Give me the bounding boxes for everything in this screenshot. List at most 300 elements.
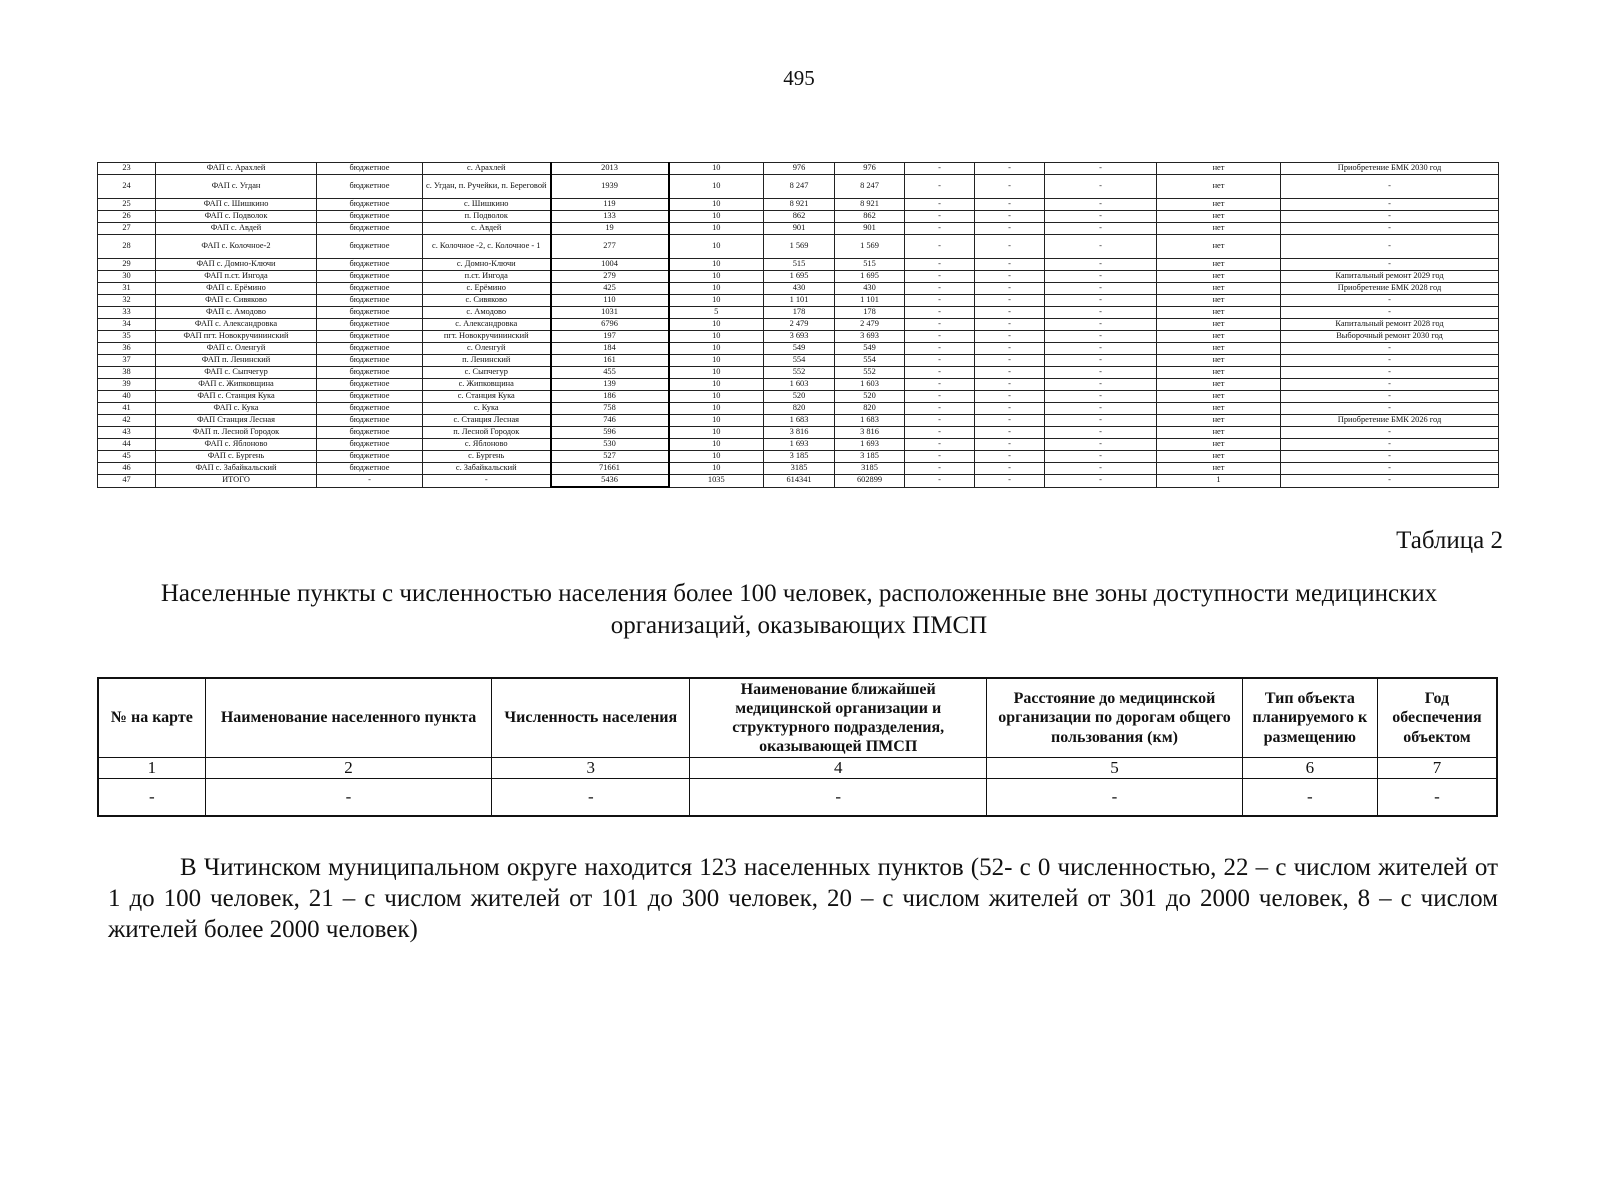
table-cell: - [1045,223,1157,235]
table-cell: - [1045,391,1157,403]
table-cell: бюджетное [317,235,423,259]
table-cell: 10 [669,235,764,259]
table-cell: - [905,427,975,439]
table-cell: бюджетное [317,283,423,295]
settlements-table [97,677,1498,817]
table-cell: с. Оленгуй [423,343,551,355]
table-cell: ФАП с. Забайкальский [156,463,317,475]
table-cell: - [975,415,1045,427]
table-cell: бюджетное [317,403,423,415]
table-cell: 527 [551,451,669,463]
table-cell: - [1281,379,1499,391]
table-label: Таблица 2 [1396,527,1503,554]
table-cell: - [905,355,975,367]
table-cell: - [1045,295,1157,307]
table-cell: пгт. Новокручининский [423,331,551,343]
table-cell: 3 693 [764,331,835,343]
table-cell: - [492,779,690,817]
table-cell: бюджетное [317,199,423,211]
table-cell: ФАП п. Ленинский [156,355,317,367]
table-cell: 71661 [551,463,669,475]
table-cell: - [975,343,1045,355]
table-cell: п. Лесной Городок [423,427,551,439]
table-cell: 45 [98,451,156,463]
table-cell: 8 921 [764,199,835,211]
table-cell: - [975,295,1045,307]
table-cell: 10 [669,271,764,283]
table-cell: бюджетное [317,343,423,355]
table-cell: 3185 [764,463,835,475]
header-settlement-name: Наименование населенного пункта [205,678,492,758]
table-cell: 515 [835,259,905,271]
table-row [98,211,1499,223]
table-cell: - [1281,235,1499,259]
table-cell: Капитальный ремонт 2029 год [1281,271,1499,283]
table-cell: Приобретение БМК 2026 год [1281,415,1499,427]
table-cell: - [905,451,975,463]
table-row [98,355,1499,367]
table-cell: 32 [98,295,156,307]
table-cell: 8 247 [764,175,835,199]
table-cell: - [905,379,975,391]
table-cell: бюджетное [317,379,423,391]
table-cell: - [905,283,975,295]
table-cell: - [905,331,975,343]
table-cell: Капитальный ремонт 2028 год [1281,319,1499,331]
table-cell: 901 [835,223,905,235]
table-cell: 10 [669,355,764,367]
table-cell: с. Бургень [423,451,551,463]
table-cell: нет [1157,295,1281,307]
table-row [98,307,1499,319]
table-cell: 515 [764,259,835,271]
column-number: 1 [98,758,205,779]
table-cell: - [975,427,1045,439]
table-cell: - [1281,199,1499,211]
table-cell: 119 [551,199,669,211]
table-row [98,223,1499,235]
table-cell: 31 [98,283,156,295]
table-cell: бюджетное [317,163,423,175]
table-cell: - [905,175,975,199]
table-title: Населенные пункты с численностью населения более 100 человек, расположенные вне зоны доступности медицинских организаций, оказывающих ПМСП [160,580,1438,639]
table-cell: 1 695 [835,271,905,283]
header-year: Год обеспечения объектом [1377,678,1497,758]
header-nearest-organization: Наименование ближайшей медицинской организации и структурного подразделения, оказывающей ПМСП [690,678,987,758]
header-population: Численность населения [492,678,690,758]
table-cell: 554 [764,355,835,367]
table-cell: - [1045,175,1157,199]
table-cell: 37 [98,355,156,367]
table-cell: 602899 [835,475,905,488]
table-cell: 29 [98,259,156,271]
table-cell: - [1045,199,1157,211]
table-cell: - [205,779,492,817]
table-cell: с. Кука [423,403,551,415]
table-cell: 279 [551,271,669,283]
table-cell: - [905,163,975,175]
table-cell: бюджетное [317,415,423,427]
table-cell: нет [1157,451,1281,463]
table-row [98,379,1499,391]
table-cell: 430 [835,283,905,295]
table-cell: 41 [98,403,156,415]
table-cell: 10 [669,379,764,391]
table-cell: Приобретение БМК 2028 год [1281,283,1499,295]
table-cell: 44 [98,439,156,451]
table-cell: 161 [551,355,669,367]
table-cell: 758 [551,403,669,415]
header-distance: Расстояние до медицинской организации по дорогам общего пользования (км) [987,678,1243,758]
table-cell: 1031 [551,307,669,319]
table-cell: 43 [98,427,156,439]
table-cell: - [975,271,1045,283]
table-row [98,271,1499,283]
table-cell: 23 [98,163,156,175]
table-cell: - [975,283,1045,295]
table-cell: нет [1157,259,1281,271]
table-row [98,451,1499,463]
column-number: 7 [1377,758,1497,779]
table-row [98,319,1499,331]
table-cell: - [1045,211,1157,223]
table-cell: 26 [98,211,156,223]
column-number-row [98,758,1497,779]
table-cell: ФАП с. Сыпчегур [156,367,317,379]
table-cell: - [975,223,1045,235]
table-cell: 10 [669,439,764,451]
table-cell: 455 [551,367,669,379]
table-row [98,475,1499,488]
table-cell: бюджетное [317,211,423,223]
table-cell: 3 816 [835,427,905,439]
table-cell: с. Сивяково [423,295,551,307]
table-cell: - [975,403,1045,415]
table-cell: 1 603 [764,379,835,391]
table-cell: ФАП с. Арахлей [156,163,317,175]
table-cell: бюджетное [317,175,423,199]
table-cell: ФАП Станция Лесная [156,415,317,427]
table-cell: - [1045,271,1157,283]
table-cell: - [1045,403,1157,415]
table-cell: п.ст. Ингода [423,271,551,283]
table-cell: 10 [669,175,764,199]
table-cell: - [1281,259,1499,271]
table-cell: - [905,307,975,319]
table-cell: 197 [551,331,669,343]
table-cell: ФАП с. Жипковщина [156,379,317,391]
table-cell: - [1281,403,1499,415]
table-cell: 820 [835,403,905,415]
table-cell: нет [1157,319,1281,331]
table-cell: - [905,271,975,283]
table-cell: нет [1157,223,1281,235]
table-cell: - [975,451,1045,463]
table-cell: - [1281,475,1499,488]
table-cell: 2 479 [764,319,835,331]
table-cell: - [905,343,975,355]
table-cell: - [975,211,1045,223]
table-cell: 10 [669,259,764,271]
table-cell: 976 [764,163,835,175]
table-cell: - [1045,355,1157,367]
table-cell: бюджетное [317,439,423,451]
table-cell: 184 [551,343,669,355]
table-cell: ФАП с. Яблоново [156,439,317,451]
table-cell: 39 [98,379,156,391]
table-cell: 10 [669,427,764,439]
table-cell: 1 569 [835,235,905,259]
table-cell: 46 [98,463,156,475]
table-cell: - [1045,307,1157,319]
table-cell: 430 [764,283,835,295]
table-cell: - [905,403,975,415]
table-cell: - [690,779,987,817]
table-cell: ФАП с. Угдан [156,175,317,199]
table-cell: - [905,211,975,223]
table-cell: с. Сыпчегур [423,367,551,379]
table-cell: - [905,367,975,379]
table-cell: - [975,319,1045,331]
table-row [98,403,1499,415]
table-cell: нет [1157,439,1281,451]
table-cell: ФАП пгт. Новокручининский [156,331,317,343]
table-cell: 34 [98,319,156,331]
table-cell: с. Арахлей [423,163,551,175]
table-cell: 6796 [551,319,669,331]
table-cell: нет [1157,283,1281,295]
table-cell: с. Станция Лесная [423,415,551,427]
table-cell: с. Забайкальский [423,463,551,475]
table-cell: 901 [764,223,835,235]
table-cell: - [905,295,975,307]
table-cell: 1 695 [764,271,835,283]
table-cell: ФАП с. Александровка [156,319,317,331]
table-cell: Выборочный ремонт 2030 год [1281,331,1499,343]
table-cell: бюджетное [317,295,423,307]
table-cell: ФАП с. Шишкино [156,199,317,211]
table-cell: 40 [98,391,156,403]
table-cell: - [1045,235,1157,259]
facilities-table [97,162,1499,488]
table-cell: 10 [669,451,764,463]
table-cell: нет [1157,175,1281,199]
table-cell: ФАП с. Колочное-2 [156,235,317,259]
table-cell: - [905,475,975,488]
table-cell: ФАП с. Бургень [156,451,317,463]
table-cell: 25 [98,199,156,211]
table-cell: 42 [98,415,156,427]
table-cell: ФАП с. Авдей [156,223,317,235]
table-cell: - [98,779,205,817]
table-cell: 1 101 [835,295,905,307]
table-cell: 178 [764,307,835,319]
table-cell: 976 [835,163,905,175]
table-cell: - [905,223,975,235]
table-cell: - [1045,331,1157,343]
table-cell: ФАП п.ст. Ингода [156,271,317,283]
table-cell: 10 [669,403,764,415]
table-cell: 24 [98,175,156,199]
table-cell: - [1045,379,1157,391]
table-cell: 33 [98,307,156,319]
table-row [98,283,1499,295]
table-cell: - [1281,211,1499,223]
table-cell: - [975,235,1045,259]
table-cell: 1035 [669,475,764,488]
table-cell: 1 693 [764,439,835,451]
table-row [98,175,1499,199]
table-cell: 10 [669,283,764,295]
table-cell: с. Колочное -2, с. Колочное - 1 [423,235,551,259]
table-cell: 10 [669,319,764,331]
table-cell: бюджетное [317,307,423,319]
table-row [98,427,1499,439]
table-cell: 614341 [764,475,835,488]
table-cell: 10 [669,391,764,403]
table-cell: с. Авдей [423,223,551,235]
header-map-number: № на карте [98,678,205,758]
table-cell: 3 185 [764,451,835,463]
table-cell: 1 603 [835,379,905,391]
table-cell: - [975,307,1045,319]
table-cell: с. Ерёмино [423,283,551,295]
table-cell: - [975,379,1045,391]
table-cell: - [1281,463,1499,475]
table-cell: 1 101 [764,295,835,307]
table-cell: нет [1157,415,1281,427]
table-cell: - [1045,163,1157,175]
table-cell: 425 [551,283,669,295]
table-cell: 5436 [551,475,669,488]
table-cell: 8 247 [835,175,905,199]
table-cell: - [975,463,1045,475]
table-cell: - [1045,367,1157,379]
table-cell: - [1045,283,1157,295]
table-cell: бюджетное [317,319,423,331]
table-cell: нет [1157,307,1281,319]
table-cell: - [1045,439,1157,451]
table-row [98,439,1499,451]
table-cell: 139 [551,379,669,391]
table-cell: - [905,259,975,271]
table-cell: 5 [669,307,764,319]
table-cell: ФАП п. Лесной Городок [156,427,317,439]
table-cell: - [1281,295,1499,307]
table-cell: - [1281,391,1499,403]
table-cell: 10 [669,415,764,427]
table-cell: - [1281,451,1499,463]
table-cell: - [1045,475,1157,488]
table-cell: 8 921 [835,199,905,211]
table-cell: ФАП с. Ерёмино [156,283,317,295]
table-cell: 549 [835,343,905,355]
table-cell: с. Жипковщина [423,379,551,391]
table-cell: нет [1157,331,1281,343]
table-cell: ФАП с. Сивяково [156,295,317,307]
table-cell: 10 [669,343,764,355]
table-cell: - [905,391,975,403]
column-number: 3 [492,758,690,779]
table-cell: - [1045,259,1157,271]
table-cell: ФАП с. Кука [156,403,317,415]
column-number: 5 [987,758,1243,779]
table-row [98,163,1499,175]
table-cell: - [905,235,975,259]
column-number: 4 [690,758,987,779]
table-cell: - [975,175,1045,199]
table-cell: - [905,463,975,475]
table-cell: бюджетное [317,391,423,403]
table-cell: 178 [835,307,905,319]
table-cell: 820 [764,403,835,415]
table-cell: 10 [669,211,764,223]
table-cell: 862 [835,211,905,223]
table-cell: 10 [669,331,764,343]
table-cell: нет [1157,463,1281,475]
table-cell: с. Домно-Ключи [423,259,551,271]
table-cell: 3 693 [835,331,905,343]
page-number: 495 [783,66,815,90]
table-cell: с. Угдан, п. Ручейки, п. Береговой [423,175,551,199]
table-cell: нет [1157,355,1281,367]
table-cell: - [1045,343,1157,355]
table-cell: 35 [98,331,156,343]
table-cell: бюджетное [317,331,423,343]
table-row [98,343,1499,355]
table-cell: нет [1157,367,1281,379]
table-cell: 1939 [551,175,669,199]
column-number: 6 [1242,758,1377,779]
table-cell: 133 [551,211,669,223]
table-cell: - [975,475,1045,488]
table-cell: Приобретение БМК 2030 год [1281,163,1499,175]
table-cell: - [1281,355,1499,367]
table-cell: 530 [551,439,669,451]
table-cell: с. Амодово [423,307,551,319]
table-row [98,367,1499,379]
table-cell: 746 [551,415,669,427]
table-cell: - [1281,427,1499,439]
table-cell: 549 [764,343,835,355]
table-cell: - [1242,779,1377,817]
table-cell: 10 [669,367,764,379]
table-cell: ФАП с. Домно-Ключи [156,259,317,271]
table-row [98,391,1499,403]
table-cell: 3 185 [835,451,905,463]
table-cell: 862 [764,211,835,223]
table-row [98,779,1497,817]
table-cell: 10 [669,295,764,307]
table-cell: 110 [551,295,669,307]
table-cell: бюджетное [317,427,423,439]
table-cell: 28 [98,235,156,259]
table-cell: ФАП с. Оленгуй [156,343,317,355]
table-cell: - [1045,415,1157,427]
table-cell: бюджетное [317,463,423,475]
table-cell: - [975,259,1045,271]
table-cell: ИТОГО [156,475,317,488]
table-cell: - [1045,427,1157,439]
table-cell: 520 [835,391,905,403]
table-cell: 27 [98,223,156,235]
table-cell: - [1045,451,1157,463]
table-cell: - [975,331,1045,343]
table-cell: - [423,475,551,488]
table-row [98,259,1499,271]
table-cell: 1004 [551,259,669,271]
table-cell: 1 693 [835,439,905,451]
